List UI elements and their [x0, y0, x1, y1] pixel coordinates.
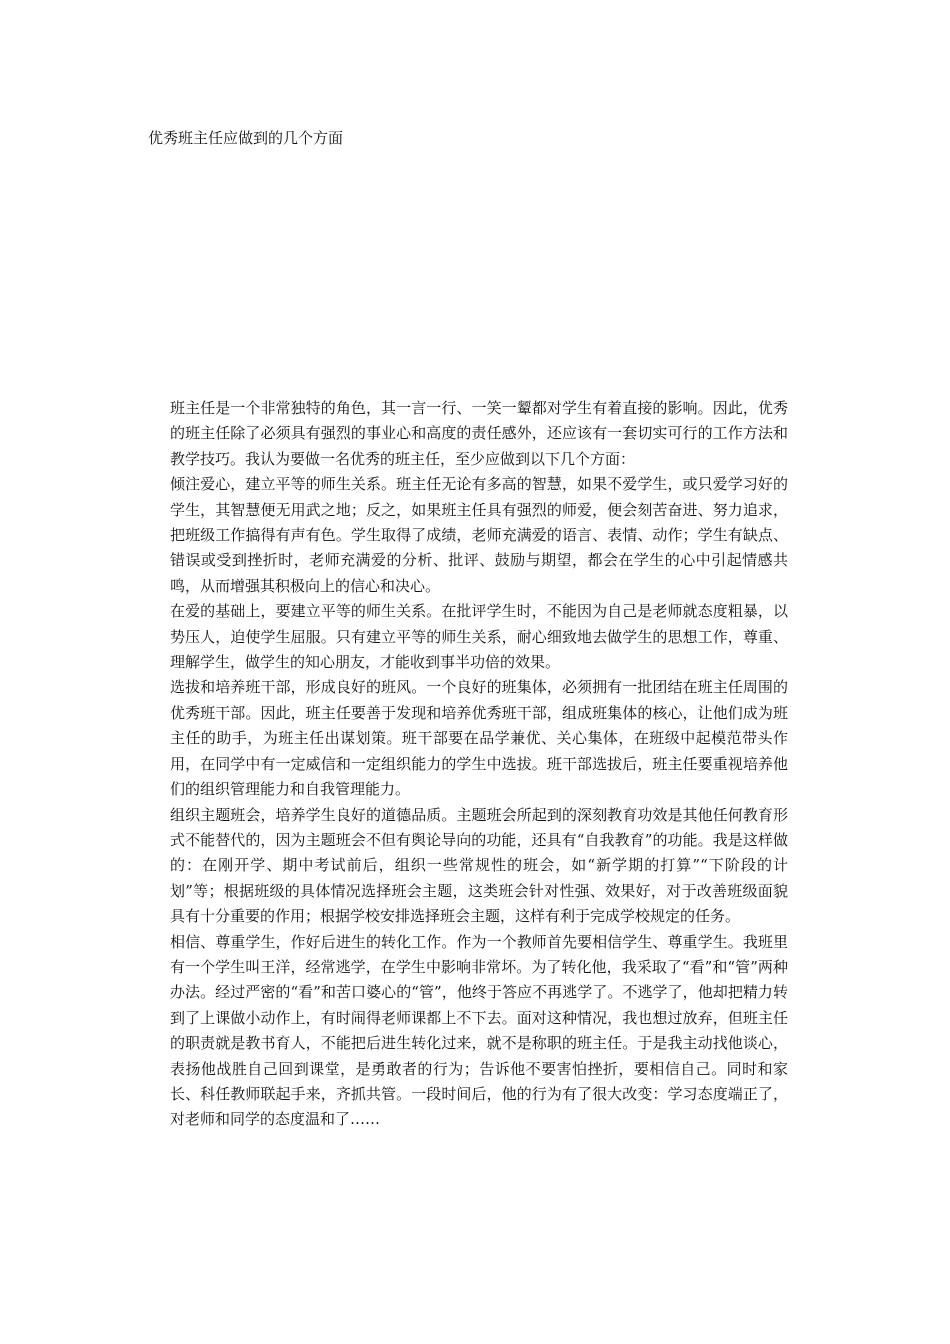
- paragraph-underachievers: 相信、尊重学生，作好后进生的转化工作。作为一个教师首先要相信学生、尊重学生。我班里有一个学生叫王洋，经常逃学，在学生中影响非常坏。为了转化他，我采取了“看”和“管”两种办法。经过严密的“看”和苦口婆心的“管”，他终于答应不再逃学了。不逃学了，他却把精力转到了上课做小动作上，有时闹得老师课都上不下去。面对这种情况，我也想过放弃，但班主任的职责就是教书育人，不能把后进生转化过来，就不是称职的班主任。于是我主动找他谈心，表扬他战胜自己回到课堂，是勇敢者的行为；告诉他不要害怕挫折，要相信自己。同时和家长、科任教师联起手来，齐抓共管。一段时间后，他的行为有了很大改变：学习态度端正了，对老师和同学的态度温和了……: [170, 932, 788, 1129]
- document-title: 优秀班主任应做到的几个方面: [148, 129, 344, 147]
- paragraph-love: 倾注爱心，建立平等的师生关系。班主任无论有多高的智慧，如果不爱学生，或只爱学习好的学生，其智慧便无用武之地；反之，如果班主任具有强烈的师爱，便会刻苦奋进、努力追求，把班级工作搞得有声有色。学生取得了成绩，老师充满爱的语言、表情、动作；学生有缺点、错误或受到挫折时，老师充满爱的分析、批评、鼓励与期望，都会在学生的心中引起情感共鸣，从而增强其积极向上的信心和决心。: [170, 475, 788, 595]
- paragraph-class-cadres: 选拔和培养班干部，形成良好的班风。一个良好的班集体，必须拥有一批团结在班主任周围的优秀班干部。因此，班主任要善于发现和培养优秀班干部，组成班集体的核心，让他们成为班主任的助手，为班主任出谋划策。班干部要在品学兼优、关心集体，在班级中起模范带头作用，在同学中有一定威信和一定组织能力的学生中选拔。班干部选拔后，班主任要重视培养他们的组织管理能力和自我管理能力。: [170, 678, 788, 799]
- document-body: [170, 396, 788, 1133]
- paragraph-equality: 在爱的基础上，要建立平等的师生关系。在批评学生时，不能因为自己是老师就态度粗暴，以势压人，迫使学生屈服。只有建立平等的师生关系，耐心细致地去做学生的思想工作，尊重、理解学生，做学生的知心朋友，才能收到事半功倍的效果。: [170, 602, 788, 672]
- paragraph-theme-meetings: 组织主题班会，培养学生良好的道德品质。主题班会所起到的深刻教育功效是其他任何教育形式不能替代的，因为主题班会不但有舆论导向的功能，还具有“自我教育”的功能。我是这样做的：在刚开学、期中考试前后，组织一些常规性的班会，如“新学期的打算”“下阶段的计划”等；根据班级的具体情况选择班会主题，这类班会针对性强、效果好，对于改善班级面貌具有十分重要的作用；根据学校安排选择班会主题，这样有利于完成学校规定的任务。: [170, 805, 788, 926]
- paragraph-intro: 班主任是一个非常独特的角色，其一言一行、一笑一颦都对学生有着直接的影响。因此，优秀的班主任除了必须具有强烈的事业心和高度的责任感外，还应该有一套切实可行的工作方法和教学技巧。我认为要做一名优秀的班主任，至少应做到以下几个方面：: [170, 399, 788, 468]
